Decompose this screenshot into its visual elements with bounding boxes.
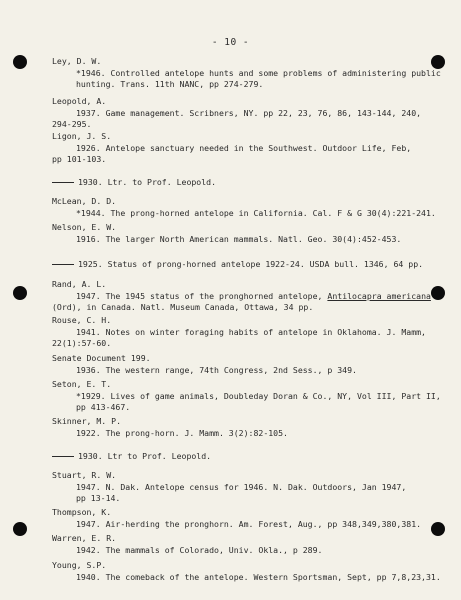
entry-citation: 1947. Air-herding the pronghorn. Am. Forest, Aug., pp 348,349,380,381. bbox=[76, 518, 422, 529]
entry-author: Ligon, J. S. bbox=[52, 131, 112, 141]
entry-citation: 1947. N. Dak. Antelope census for 1946. N. Dak. Outdoors, Jan 1947, bbox=[76, 481, 407, 492]
entry-author: Leopold, A. bbox=[52, 96, 107, 106]
entry-citation: 1926. Antelope sanctuary needed in the Southwest. Outdoor Life, Feb, bbox=[76, 142, 412, 153]
entry-author: Stuart, R. W. bbox=[52, 470, 117, 480]
same-author-rule bbox=[52, 456, 74, 457]
binder-hole-right-middle bbox=[431, 286, 445, 300]
entry-author: Seton, E. T. bbox=[52, 379, 112, 389]
entry-seton bbox=[52, 379, 441, 414]
entry-citation: *1946. Controlled antelope hunts and some problems of administering public bbox=[76, 67, 441, 78]
entry-mclean bbox=[52, 196, 436, 219]
entry-citation-continued: (Ord), in Canada. Natl. Museum Canada, Ottawa, 34 pp. bbox=[52, 302, 314, 312]
entry-citation: *1944. The prong-horned antelope in California. Cal. F & G 30(4):221-241. bbox=[76, 207, 436, 218]
entry-skinner-1930 bbox=[52, 451, 211, 463]
binder-hole-left-bottom bbox=[13, 522, 27, 536]
entry-rand bbox=[52, 279, 431, 314]
entry-nelson-1925 bbox=[52, 259, 423, 271]
entry-citation: 1947. The 1945 status of the pronghorned antelope, bbox=[76, 290, 328, 301]
entry-author: Ley, D. W. bbox=[52, 56, 102, 66]
entry-citation: 1941. Notes on winter foraging habits of antelope in Oklahoma. J. Mamm, bbox=[76, 326, 426, 337]
entry-author: Rand, A. L. bbox=[52, 279, 107, 289]
entry-skinner bbox=[52, 416, 288, 439]
entry-citation-continued: pp 13-14. bbox=[76, 493, 121, 503]
entry-author: Rouse, C. H. bbox=[52, 315, 112, 325]
entry-senate bbox=[52, 353, 357, 376]
entry-rouse bbox=[52, 315, 426, 350]
entry-citation: 1916. The larger North American mammals. Natl. Geo. 30(4):452-453. bbox=[76, 233, 402, 244]
entry-citation: *1929. Lives of game animals, Doubleday Doran & Co., NY, Vol III, Part II, bbox=[76, 390, 441, 401]
entry-ley bbox=[52, 56, 441, 91]
entry-author: Young, S.P. bbox=[52, 560, 107, 570]
binder-hole-left-top bbox=[13, 55, 27, 69]
entry-author: Nelson, E. W. bbox=[52, 222, 117, 232]
entry-citation-continued: 294-295. bbox=[52, 119, 92, 129]
entry-citation: 1942. The mammals of Colorado, Univ. Okla., p 289. bbox=[76, 544, 323, 555]
entry-citation-continued: 22(1):57-60. bbox=[52, 338, 112, 348]
entry-leopold bbox=[52, 96, 421, 131]
entry-ligon bbox=[52, 131, 411, 166]
entry-young bbox=[52, 560, 441, 583]
entry-author: Senate Document 199. bbox=[52, 353, 151, 363]
same-author-rule bbox=[52, 264, 74, 265]
entry-citation: 1930. Ltr. to Prof. Leopold. bbox=[78, 177, 217, 187]
entry-thompson bbox=[52, 507, 421, 530]
binder-hole-left-middle bbox=[13, 286, 27, 300]
entry-warren bbox=[52, 533, 322, 556]
entry-citation-continued: pp 413-467. bbox=[76, 402, 131, 412]
page-number: - 10 - bbox=[211, 37, 250, 48]
entry-nelson bbox=[52, 222, 401, 245]
entry-author: Skinner, M. P. bbox=[52, 416, 122, 426]
entry-citation: 1937. Game management. Scribners, NY. pp 22, 23, 76, 86, 143-144, 240, bbox=[76, 107, 422, 118]
entry-citation: 1936. The western range, 74th Congress, 2nd Sess., p 349. bbox=[76, 364, 357, 375]
entry-citation: 1922. The prong-horn. J. Mamm. 3(2):82-105. bbox=[76, 427, 288, 438]
same-author-rule bbox=[52, 182, 74, 183]
entry-citation-continued: pp 101-103. bbox=[52, 154, 107, 164]
entry-author: Thompson, K. bbox=[52, 507, 112, 517]
binder-hole-right-bottom bbox=[431, 522, 445, 536]
entry-author: Warren, E. R. bbox=[52, 533, 117, 543]
species-name: Antilocapra americana bbox=[327, 290, 431, 301]
entry-ligon-1930 bbox=[52, 177, 216, 189]
entry-stuart bbox=[52, 470, 406, 505]
entry-citation-continued: hunting. Trans. 11th NANC, pp 274-279. bbox=[76, 79, 264, 89]
entry-citation: 1925. Status of prong-horned antelope 1922-24. USDA bull. 1346, 64 pp. bbox=[78, 259, 424, 269]
entry-citation: 1930. Ltr to Prof. Leopold. bbox=[78, 451, 212, 461]
entry-citation: 1940. The comeback of the antelope. Western Sportsman, Sept, pp 7,8,23,31. bbox=[76, 571, 441, 582]
entry-author: McLean, D. D. bbox=[52, 196, 117, 206]
